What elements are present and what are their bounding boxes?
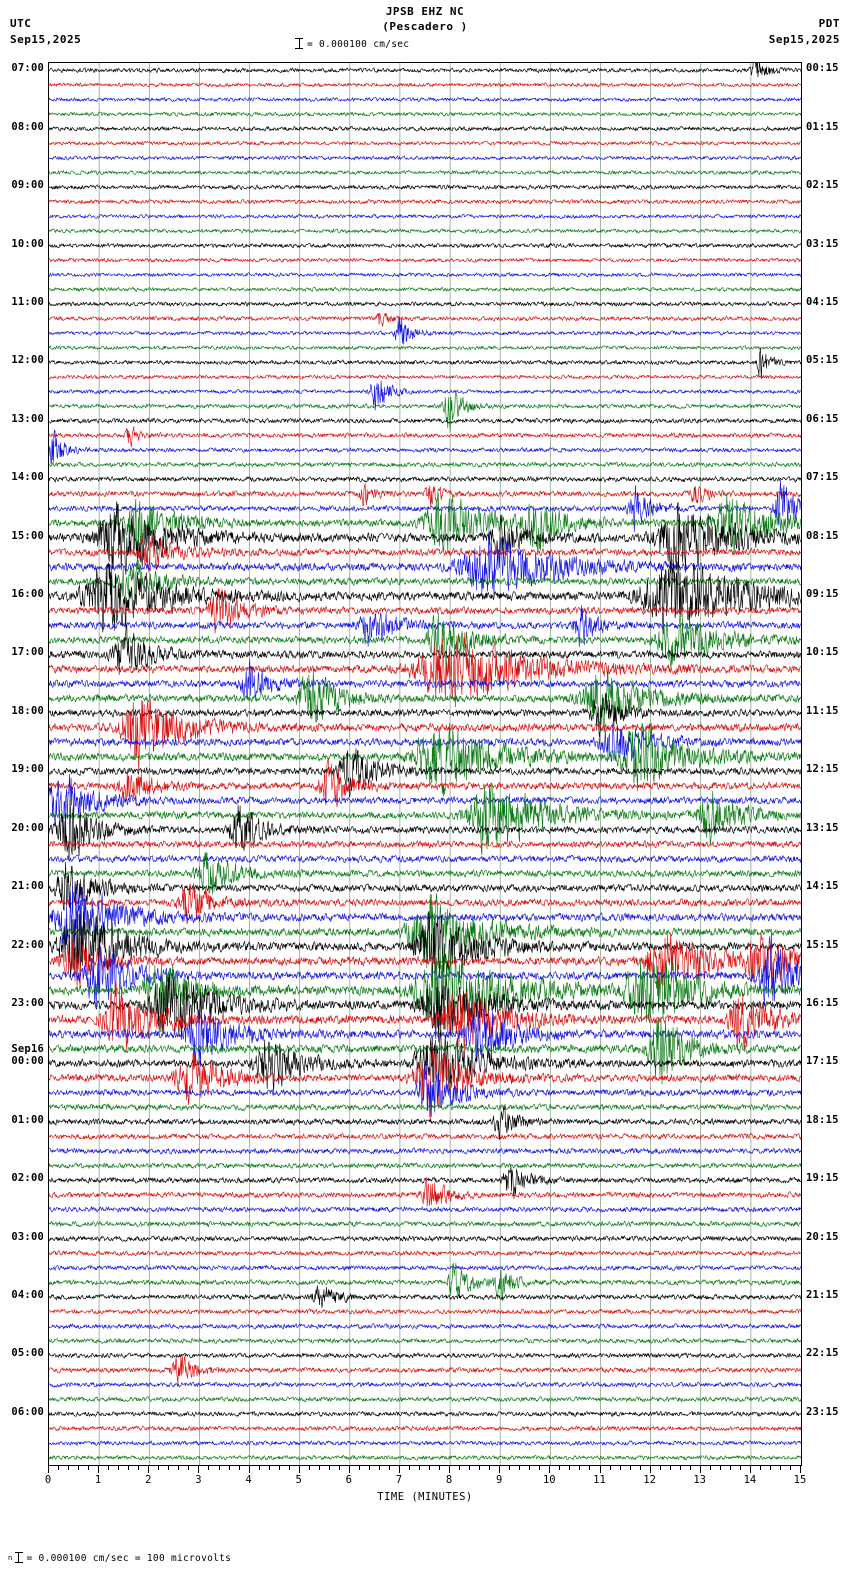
x-tick-minor	[720, 1466, 721, 1470]
x-tick-major-10	[549, 1466, 550, 1473]
station-subtitle: (Pescadero )	[382, 20, 468, 33]
x-tick-minor	[319, 1466, 320, 1470]
x-tick-minor	[339, 1466, 340, 1470]
x-tick-minor	[229, 1466, 230, 1470]
x-tick-major-4	[249, 1466, 250, 1473]
hour-label-left-1600: 16:00	[11, 588, 44, 601]
x-tick-major-2	[148, 1466, 149, 1473]
x-tick-minor	[579, 1466, 580, 1470]
hour-label-left-0900: 09:00	[11, 179, 44, 192]
x-tick-minor	[309, 1466, 310, 1470]
hour-label-right-0615: 06:15	[806, 412, 839, 425]
footer-scale-note	[8, 1552, 231, 1564]
hour-label-left-1900: 19:00	[11, 763, 44, 776]
chart-header-center	[0, 4, 850, 34]
x-tick-minor	[359, 1466, 360, 1470]
hour-label-left-1500: 15:00	[11, 529, 44, 542]
hour-label-left-0000: 00:00	[11, 1055, 44, 1068]
x-tick-minor	[279, 1466, 280, 1470]
x-tick-minor	[790, 1466, 791, 1470]
hour-label-right-1915: 19:15	[806, 1172, 839, 1185]
x-tick-minor	[740, 1466, 741, 1470]
hour-label-left-0800: 08:00	[11, 120, 44, 133]
x-tick-minor	[369, 1466, 370, 1470]
x-tick-major-14	[750, 1466, 751, 1473]
x-tick-minor	[429, 1466, 430, 1470]
seismogram-traces	[49, 63, 801, 1465]
x-tick-label-14: 14	[743, 1474, 757, 1486]
header-right-timezone-block	[769, 16, 840, 48]
x-tick-minor	[489, 1466, 490, 1470]
hour-label-right-1115: 11:15	[806, 704, 839, 717]
x-tick-minor	[780, 1466, 781, 1470]
x-tick-major-1	[98, 1466, 99, 1473]
hour-label-left-2000: 20:00	[11, 821, 44, 834]
x-tick-major-8	[449, 1466, 450, 1473]
x-tick-minor	[158, 1466, 159, 1470]
x-tick-major-9	[499, 1466, 500, 1473]
x-tick-label-4: 4	[245, 1474, 252, 1486]
x-tick-major-11	[600, 1466, 601, 1473]
hour-label-right-1615: 16:15	[806, 996, 839, 1009]
x-tick-major-6	[349, 1466, 350, 1473]
x-tick-minor	[128, 1466, 129, 1470]
day-change-label: Sep16	[11, 1043, 44, 1056]
x-tick-minor	[178, 1466, 179, 1470]
hour-label-left-2100: 21:00	[11, 880, 44, 893]
hour-label-left-1100: 11:00	[11, 295, 44, 308]
scale-legend-text: = 0.000100 cm/sec	[307, 39, 410, 50]
hour-label-right-0215: 02:15	[806, 179, 839, 192]
x-tick-label-8: 8	[445, 1474, 453, 1486]
hour-label-right-2115: 21:15	[806, 1289, 839, 1302]
hour-label-right-1515: 15:15	[806, 938, 839, 951]
x-tick-minor	[690, 1466, 691, 1470]
x-tick-minor	[138, 1466, 139, 1470]
x-tick-minor	[88, 1466, 89, 1470]
x-tick-minor	[389, 1466, 390, 1470]
x-tick-minor	[630, 1466, 631, 1470]
x-tick-minor	[710, 1466, 711, 1470]
hour-label-right-0515: 05:15	[806, 354, 839, 367]
x-tick-label-1: 1	[94, 1474, 102, 1486]
x-tick-label-2: 2	[145, 1474, 152, 1486]
hour-label-right-1815: 18:15	[806, 1113, 839, 1126]
hour-label-right-1215: 12:15	[806, 763, 839, 776]
x-tick-minor	[559, 1466, 560, 1470]
x-tick-label-13: 13	[693, 1474, 707, 1486]
left-date-label: Sep15,2025	[10, 33, 82, 46]
hour-label-right-2015: 20:15	[806, 1230, 839, 1243]
x-tick-minor	[670, 1466, 671, 1470]
hour-label-left-0100: 01:00	[11, 1113, 44, 1126]
x-tick-label-15: 15	[793, 1474, 807, 1486]
x-tick-minor	[219, 1466, 220, 1470]
right-date-label: Sep15,2025	[768, 33, 840, 46]
footer-scale-bar-icon	[15, 1552, 23, 1563]
x-tick-minor	[379, 1466, 380, 1470]
x-tick-minor	[78, 1466, 79, 1470]
x-tick-minor	[58, 1466, 59, 1470]
x-tick-minor	[259, 1466, 260, 1470]
x-tick-minor	[118, 1466, 119, 1470]
x-tick-minor	[269, 1466, 270, 1470]
x-tick-minor	[208, 1466, 209, 1470]
hour-label-right-1415: 14:15	[806, 880, 839, 893]
station-title: JPSB EHZ NC	[385, 5, 465, 18]
x-tick-minor	[459, 1466, 460, 1470]
x-tick-label-5: 5	[295, 1474, 302, 1486]
x-tick-minor	[469, 1466, 470, 1470]
left-timezone-label: UTC	[10, 17, 32, 30]
x-tick-minor	[68, 1466, 69, 1470]
x-tick-minor	[760, 1466, 761, 1470]
hour-label-left-0500: 05:00	[11, 1347, 44, 1360]
x-axis-title: TIME (MINUTES)	[377, 1491, 473, 1503]
x-tick-major-7	[399, 1466, 400, 1473]
x-tick-label-11: 11	[593, 1474, 606, 1486]
x-tick-minor	[770, 1466, 771, 1470]
x-tick-minor	[519, 1466, 520, 1470]
hour-label-left-1000: 10:00	[11, 237, 44, 250]
x-tick-label-10: 10	[542, 1474, 556, 1486]
hour-label-left-1800: 18:00	[11, 704, 44, 717]
x-tick-minor	[479, 1466, 480, 1470]
x-tick-minor	[188, 1466, 189, 1470]
hour-label-left-0300: 03:00	[11, 1230, 44, 1243]
x-tick-minor	[289, 1466, 290, 1470]
x-tick-label-12: 12	[643, 1474, 656, 1486]
hour-label-right-0315: 03:15	[806, 237, 839, 250]
hour-label-left-2200: 22:00	[11, 938, 44, 951]
hour-label-left-1300: 13:00	[11, 412, 44, 425]
scale-bar-icon	[295, 38, 303, 49]
x-tick-minor	[329, 1466, 330, 1470]
x-tick-minor	[730, 1466, 731, 1470]
hour-label-left-1400: 14:00	[11, 471, 44, 484]
x-tick-minor	[680, 1466, 681, 1470]
x-tick-minor	[509, 1466, 510, 1470]
hour-label-left-1200: 12:00	[11, 354, 44, 367]
x-tick-major-15	[800, 1466, 801, 1473]
x-tick-label-7: 7	[395, 1474, 403, 1486]
hour-label-right-2315: 23:15	[806, 1405, 839, 1418]
x-tick-minor	[569, 1466, 570, 1470]
seismogram-plot-area	[48, 62, 802, 1466]
x-tick-label-9: 9	[496, 1474, 503, 1486]
hour-label-right-0115: 01:15	[806, 120, 839, 133]
amplitude-scale-legend	[295, 38, 409, 50]
hour-label-left-0700: 07:00	[11, 62, 44, 75]
hour-label-left-0400: 04:00	[11, 1289, 44, 1302]
header-left-timezone-block	[10, 16, 81, 48]
hour-label-right-0715: 07:15	[806, 471, 839, 484]
hour-label-right-1315: 13:15	[806, 821, 839, 834]
x-tick-major-5	[299, 1466, 300, 1473]
x-tick-label-0: 0	[44, 1474, 52, 1486]
x-tick-minor	[239, 1466, 240, 1470]
x-tick-minor	[610, 1466, 611, 1470]
x-tick-major-3	[198, 1466, 199, 1473]
x-tick-minor	[439, 1466, 440, 1470]
hour-label-right-1015: 10:15	[806, 646, 839, 659]
x-tick-label-3: 3	[195, 1474, 202, 1486]
x-tick-major-12	[650, 1466, 651, 1473]
x-tick-label-6: 6	[345, 1474, 352, 1486]
x-tick-major-0	[48, 1466, 49, 1473]
x-tick-minor	[620, 1466, 621, 1470]
right-timezone-label: PDT	[818, 17, 840, 30]
x-tick-minor	[108, 1466, 109, 1470]
hour-label-right-1715: 17:15	[806, 1055, 839, 1068]
x-axis	[44, 1466, 807, 1488]
x-tick-major-13	[700, 1466, 701, 1473]
hour-label-right-0815: 08:15	[806, 529, 839, 542]
hour-label-left-2300: 23:00	[11, 996, 44, 1009]
x-tick-minor	[539, 1466, 540, 1470]
hour-label-right-0915: 09:15	[806, 588, 839, 601]
x-tick-minor	[640, 1466, 641, 1470]
hour-label-right-2215: 22:15	[806, 1347, 839, 1360]
x-tick-minor	[589, 1466, 590, 1470]
x-tick-minor	[419, 1466, 420, 1470]
hour-label-right-0415: 04:15	[806, 295, 839, 308]
x-tick-minor	[168, 1466, 169, 1470]
hour-label-left-0600: 06:00	[11, 1405, 44, 1418]
footer-prefix: n	[8, 1554, 13, 1562]
hour-label-left-1700: 17:00	[11, 646, 44, 659]
hour-label-left-0200: 02:00	[11, 1172, 44, 1185]
x-tick-minor	[660, 1466, 661, 1470]
x-tick-minor	[409, 1466, 410, 1470]
hour-label-right-0015: 00:15	[806, 62, 839, 75]
x-tick-minor	[529, 1466, 530, 1470]
footer-text: = 0.000100 cm/sec = 100 microvolts	[26, 1553, 232, 1564]
